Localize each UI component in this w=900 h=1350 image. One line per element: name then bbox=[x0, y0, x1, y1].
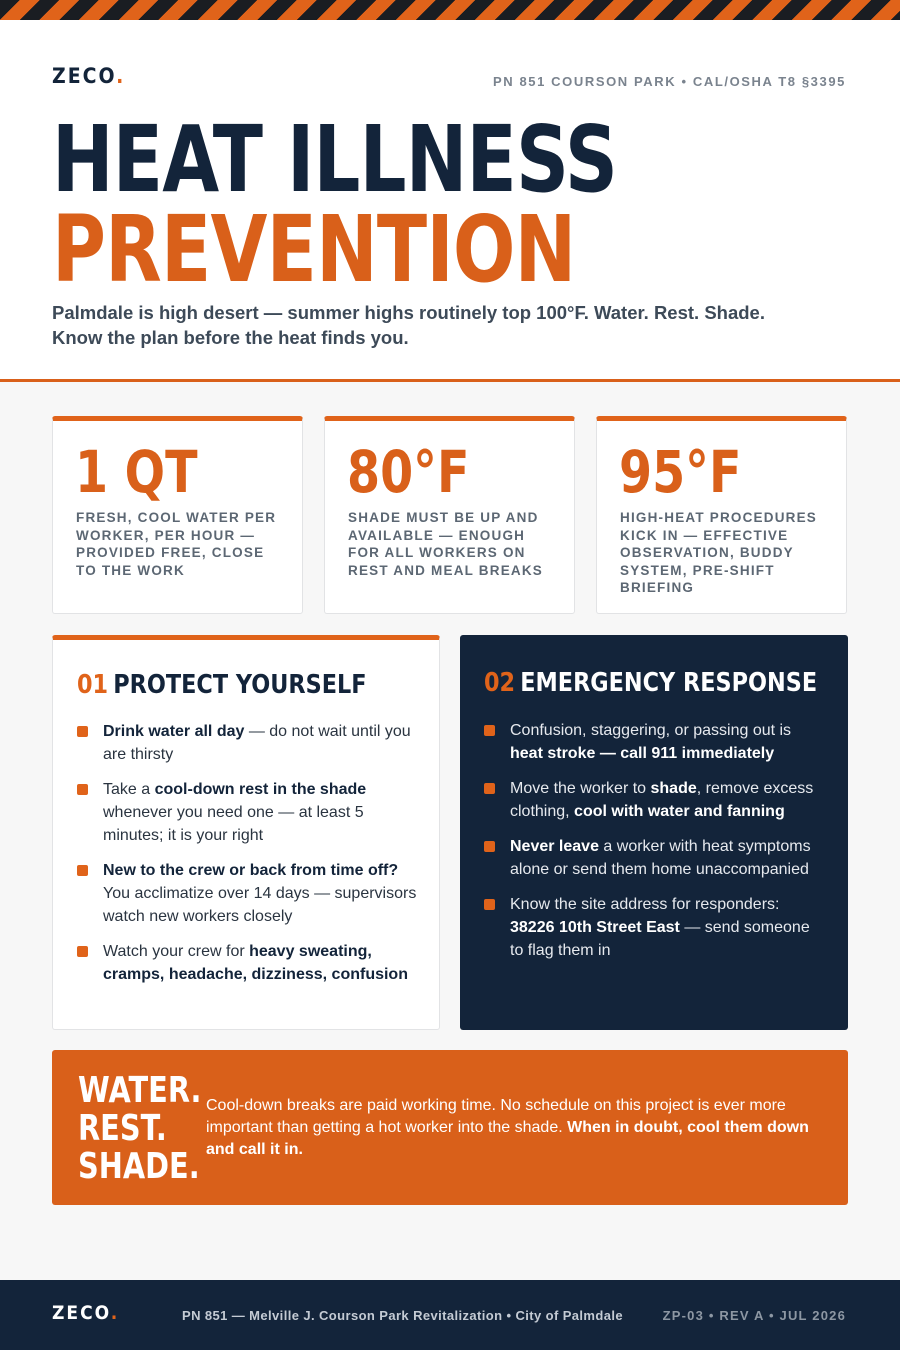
list-item: Know the site address for responders: 38226 10th Street East — send someone to flag them in bbox=[484, 893, 824, 962]
bullet-square-icon bbox=[484, 725, 495, 736]
list-item: Watch your crew for heavy sweating, cramps, headache, dizziness, confusion bbox=[77, 940, 417, 986]
bullet-square-icon bbox=[77, 726, 88, 737]
footer-document-ref: ZP-03 • REV A • JUL 2026 bbox=[662, 1308, 846, 1323]
page-title-line1: HEAT ILLNESS bbox=[52, 106, 618, 213]
stat-card-water bbox=[52, 416, 303, 614]
stat-description: HIGH-HEAT PROCEDURES KICK IN — EFFECTIVE OBSERVATION, BUDDY SYSTEM, PRE-SHIFT BRIEFING bbox=[620, 510, 818, 595]
list-item: Take a cool-down rest in the shade whenever you need one — at least 5 minutes; it is your right bbox=[77, 778, 417, 847]
stat-value: 80°F bbox=[347, 438, 470, 506]
list-item: Drink water all day — do not wait until you are thirsty bbox=[77, 720, 417, 766]
stat-card-shade bbox=[324, 416, 575, 614]
intro-text: Palmdale is high desert — summer highs routinely top 100°F. Water. Rest. Shade. Know the plan before the heat finds you. bbox=[52, 302, 765, 348]
stat-value: 1 QT bbox=[75, 438, 198, 506]
footer-logo: ZECO. bbox=[52, 1302, 120, 1324]
stat-value: 95°F bbox=[619, 438, 742, 506]
hazard-stripe-bar bbox=[0, 0, 900, 20]
panel-heading bbox=[77, 670, 367, 700]
footer-project-name: PN 851 — Melville J. Courson Park Revitalization • City of Palmdale bbox=[182, 1308, 623, 1323]
bullet-square-icon bbox=[484, 899, 495, 910]
bullet-square-icon bbox=[77, 946, 88, 957]
footer-bar bbox=[0, 1280, 900, 1350]
page-title-line2: PREVENTION bbox=[52, 196, 576, 303]
stat-description: SHADE MUST BE UP AND AVAILABLE — ENOUGH FOR ALL WORKERS ON REST AND MEAL BREAKS bbox=[348, 510, 544, 578]
company-logo: ZECO. bbox=[52, 64, 126, 88]
emergency-list bbox=[484, 719, 824, 974]
protect-yourself-panel bbox=[52, 635, 440, 1030]
list-item: Move the worker to shade, remove excess clothing, cool with water and fanning bbox=[484, 777, 824, 823]
water-rest-shade-banner bbox=[52, 1050, 848, 1205]
stat-description: FRESH, COOL WATER PER WORKER, PER HOUR — PROVIDED FREE, CLOSE TO THE WORK bbox=[76, 510, 277, 578]
section-title: PROTECT YOURSELF bbox=[113, 670, 367, 700]
section-number: 02 bbox=[484, 668, 516, 698]
list-item: Never leave a worker with heat symptoms alone or send them home unaccompanied bbox=[484, 835, 824, 881]
header-divider bbox=[0, 379, 900, 382]
list-item: New to the crew or back from time off? You acclimatize over 14 days — supervisors watch new workers closely bbox=[77, 859, 417, 928]
list-item: Confusion, staggering, or passing out is heat stroke — call 911 immediately bbox=[484, 719, 824, 765]
bullet-square-icon bbox=[77, 865, 88, 876]
panel-heading bbox=[484, 668, 817, 698]
bullet-square-icon bbox=[77, 784, 88, 795]
section-number: 01 bbox=[77, 670, 109, 700]
project-reference: PN 851 COURSON PARK • CAL/OSHA T8 §3395 bbox=[492, 74, 846, 89]
section-title: EMERGENCY RESPONSE bbox=[520, 668, 818, 698]
bullet-square-icon bbox=[484, 841, 495, 852]
protect-list bbox=[77, 720, 417, 998]
emergency-response-panel bbox=[460, 635, 848, 1030]
bullet-square-icon bbox=[484, 783, 495, 794]
stat-card-high-heat bbox=[596, 416, 847, 614]
banner-message: Cool-down breaks are paid working time. No schedule on this project is ever more important than getting a hot worker into the shade. When in doubt, cool them down and call it in. bbox=[206, 1097, 809, 1158]
banner-slogan: WATER. REST. SHADE. bbox=[78, 1070, 202, 1187]
